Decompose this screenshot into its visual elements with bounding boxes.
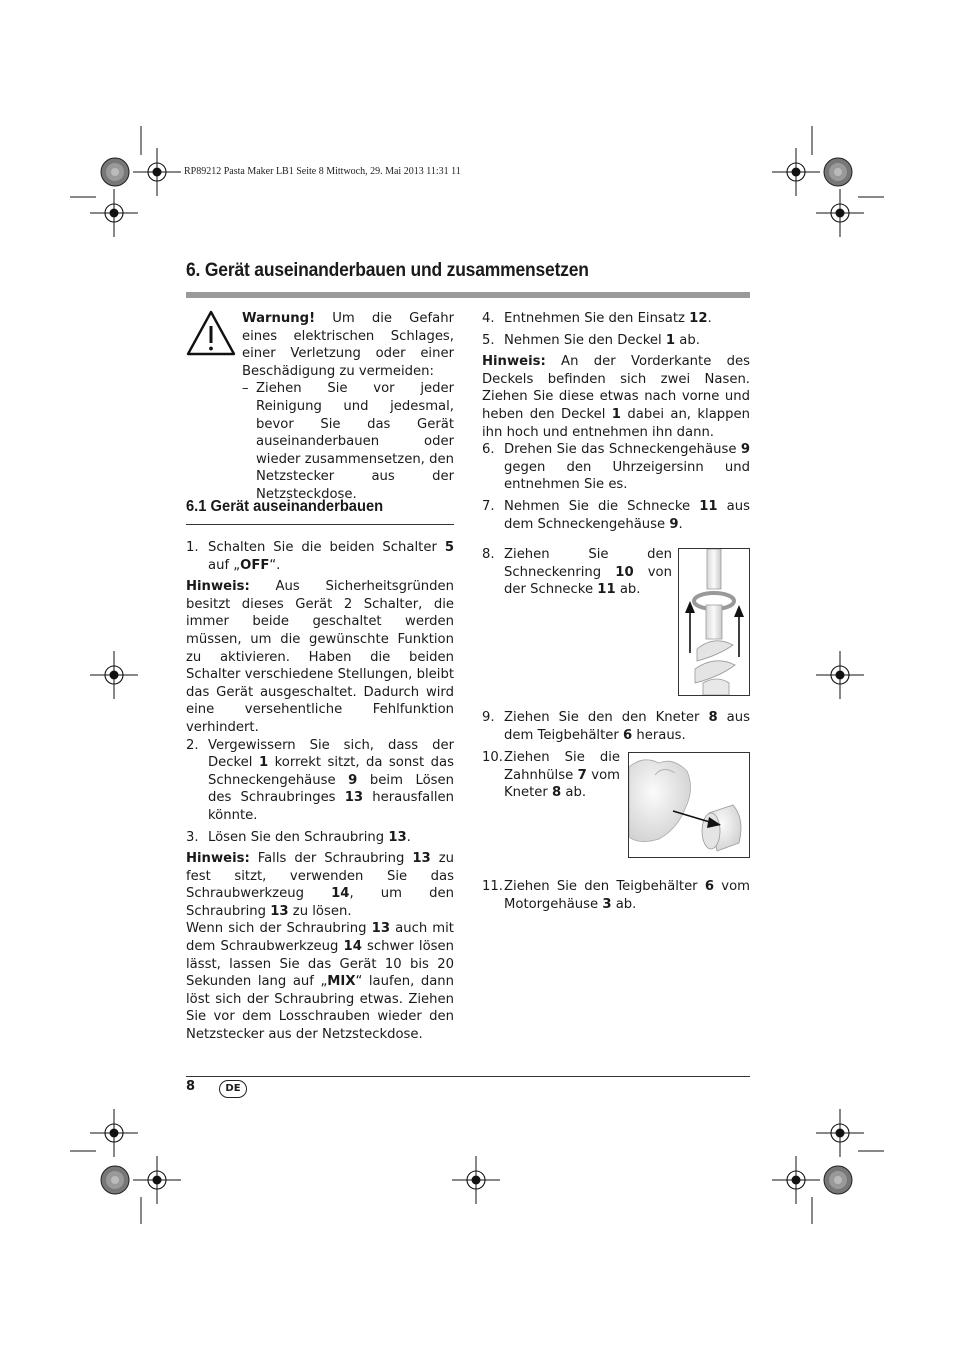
step-5: 5. Nehmen Sie den Deckel 1 ab. <box>482 332 700 348</box>
step-1: 1. Schalten Sie die beiden Schalter 5 auf „OFF“. <box>186 540 454 573</box>
warning-intro: Warnung! Um die Gefahr eines elektrischen Schlages, einer Verletzung oder einer Beschädigung zu vermeiden: <box>242 311 454 379</box>
color-rosette-tl <box>101 158 129 186</box>
step-9: 9. Ziehen Sie den den Kneter 8 aus dem Teigbehälter 6 heraus. <box>482 710 750 743</box>
step-11: 11. Ziehen Sie den Teigbehälter 6 vom Motorgehäuse 3 ab. <box>482 879 750 912</box>
warning-triangle-icon <box>186 310 236 356</box>
step-3: 3. Lösen Sie den Schraubring 13. <box>186 829 411 845</box>
step-8: 8. Ziehen Sie den Schneckenring 10 von der Schnecke 11 ab. <box>482 547 672 598</box>
warning-block <box>186 310 454 504</box>
auger-ring-illustration <box>678 548 750 696</box>
step-3-note: Wenn sich der Schraubring 13 auch mit dem Schraubwerkzeug 14 schwer lösen lässt, lassen Sie das Gerät 10 bis 20 Sekunden lang auf „MIX“ laufen, dann löst sich der Schraubring etwas. Ziehen Sie vor dem Losschrauben wieder den Netzstecker aus der Netzsteckdose. <box>186 921 454 1043</box>
section-title: 6. Gerät auseinanderbauen und zusammensetzen <box>186 260 589 281</box>
print-slug: RP89212 Pasta Maker LB1 Seite 8 Mittwoch, 29. Mai 2013 11:31 11 <box>184 166 461 177</box>
color-rosette-tr <box>824 158 852 186</box>
footer-rule <box>186 1076 750 1077</box>
steps-left-column <box>186 539 454 1044</box>
page-number: 8 <box>186 1079 196 1094</box>
subsection-rule <box>186 524 454 525</box>
step-5-hint: Hinweis: An der Vorderkante des Deckels befinden sich zwei Nasen. Ziehen Sie diese etwas nach vorne und heben den Deckel 1 dabei an, klappen ihn hoch und entnehmen ihn dann. <box>482 354 750 440</box>
color-rosette-bl <box>101 1166 129 1194</box>
step-2: 2. Vergewissern Sie sich, dass der Deckel 1 korrekt sitzt, da sonst das Schneckengehäuse 9 beim Lösen des Schraubringes 13 herausfallen könnte. <box>186 737 455 823</box>
color-rosette-br <box>824 1166 852 1194</box>
subsection-title: 6.1 Gerät auseinanderbauen <box>186 498 384 515</box>
kneader-sleeve-illustration <box>628 752 750 858</box>
steps-right-column <box>482 310 750 537</box>
step-1-hint: Hinweis: Aus Sicherheitsgründen besitzt dieses Gerät 2 Schalter, die immer beide geschaltet werden müssen, um die gewünschte Funktion zu aktivieren. Haben die beiden Schalter verschiedene Stellungen, bleibt das Gerät ausgeschaltet. Dadurch wird eine versehentliche Fehlfunktion verhindert. <box>186 579 454 735</box>
warning-bullet: – Ziehen Sie vor jeder Reinigung und jedesmal, bevor Sie das Gerät auseinanderbauen oder wieder zusammensetzen, den Netzstecker aus der Netzsteckdose. <box>242 381 454 502</box>
title-bar <box>186 292 750 298</box>
step-7: 7. Nehmen Sie die Schnecke 11 aus dem Schneckengehäuse 9. <box>482 498 750 532</box>
language-badge: DE <box>219 1080 247 1098</box>
step-3-hint: Hinweis: Falls der Schraubring 13 zu fest sitzt, verwenden Sie das Schraubwerkzeug 14, um den Schraubring 13 zu lösen. <box>186 851 454 919</box>
step-10: 10. Ziehen Sie die Zahnhülse 7 vom Kneter 8 ab. <box>482 750 620 801</box>
step-4: 4. Entnehmen Sie den Einsatz 12. <box>482 311 712 326</box>
step-6: 6. Drehen Sie das Schneckengehäuse 9 gegen den Uhrzeigersinn und entnehmen Sie es. <box>482 442 750 493</box>
